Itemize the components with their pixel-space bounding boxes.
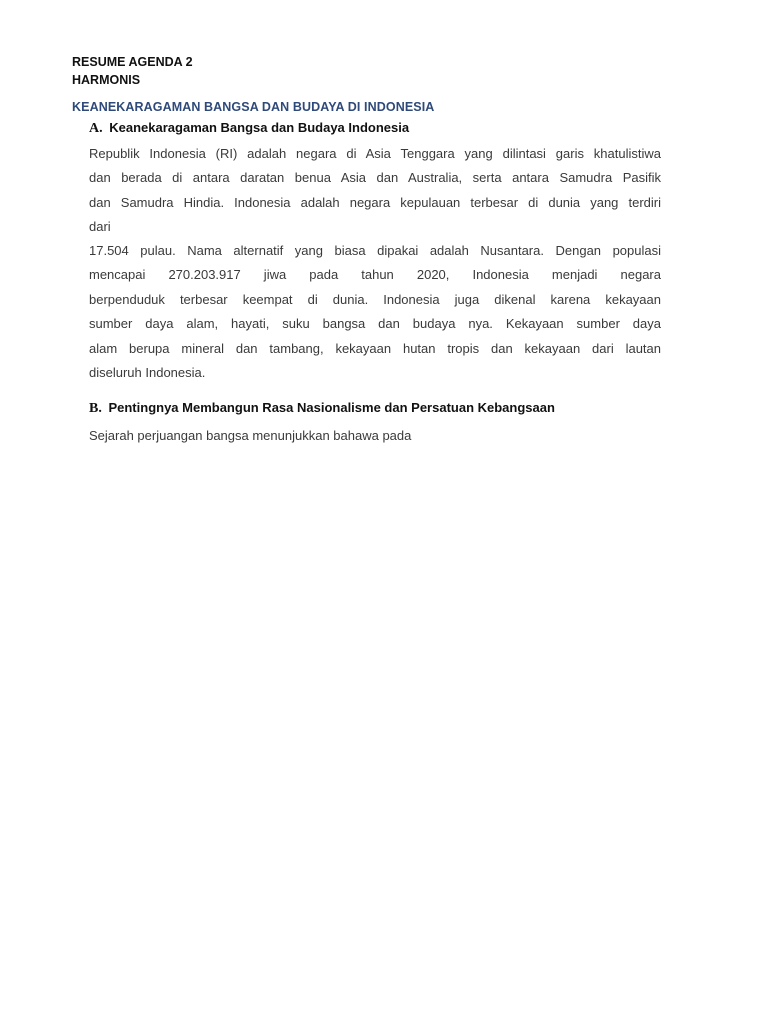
paragraph-line: 17.504 pulau. Nama alternatif yang biasa dipakai adalah Nusantara. Dengan populasi (89, 243, 661, 258)
section-a-title: Keanekaragaman Bangsa dan Budaya Indonesia (109, 120, 410, 135)
main-heading: KEANEKARAGAMAN BANGSA DAN BUDAYA DI INDONESIA (72, 100, 435, 114)
paragraph-line: Republik Indonesia (RI) adalah negara di Asia Tenggara yang dilintasi garis khatulistiwa (89, 146, 661, 161)
section-a-letter: A. (89, 121, 103, 136)
paragraph-line: dan Samudra Hindia. Indonesia adalah negara kepulauan terbesar di dunia yang terdiri (89, 194, 661, 210)
paragraph-line: alam berupa mineral dan tambang, kekayaan hutan tropis dan kekayaan dari lautan (89, 340, 661, 356)
paragraph-line: Sejarah perjuangan bangsa menunjukkan bahawa pada (89, 428, 412, 443)
section-a-paragraph-1 (89, 142, 661, 240)
paragraph-line: berpenduduk terbesar keempat di dunia. Indonesia juga dikenal karena kekayaan (89, 291, 661, 307)
section-b-paragraph (89, 424, 661, 448)
paragraph-line: sumber daya alam, hayati, suku bangsa dan budaya nya. Kekayaan sumber daya (89, 316, 661, 332)
resume-subtitle: HARMONIS (72, 73, 141, 87)
paragraph-line: dari (89, 219, 111, 235)
section-b-heading (89, 400, 555, 417)
resume-title: RESUME AGENDA 2 (72, 55, 193, 69)
section-a-heading (89, 120, 409, 137)
section-b-letter: B. (89, 401, 102, 416)
paragraph-line: mencapai 270.203.917 jiwa pada tahun 2020, Indonesia menjadi negara (89, 267, 661, 283)
paragraph-line: diseluruh Indonesia. (89, 365, 206, 381)
section-a-paragraph-2 (89, 239, 661, 385)
section-b-title: Pentingnya Membangun Rasa Nasionalisme dan Persatuan Kebangsaan (108, 400, 555, 415)
paragraph-line: dan berada di antara daratan benua Asia dan Australia, serta antara Samudra Pasifik (89, 170, 661, 186)
